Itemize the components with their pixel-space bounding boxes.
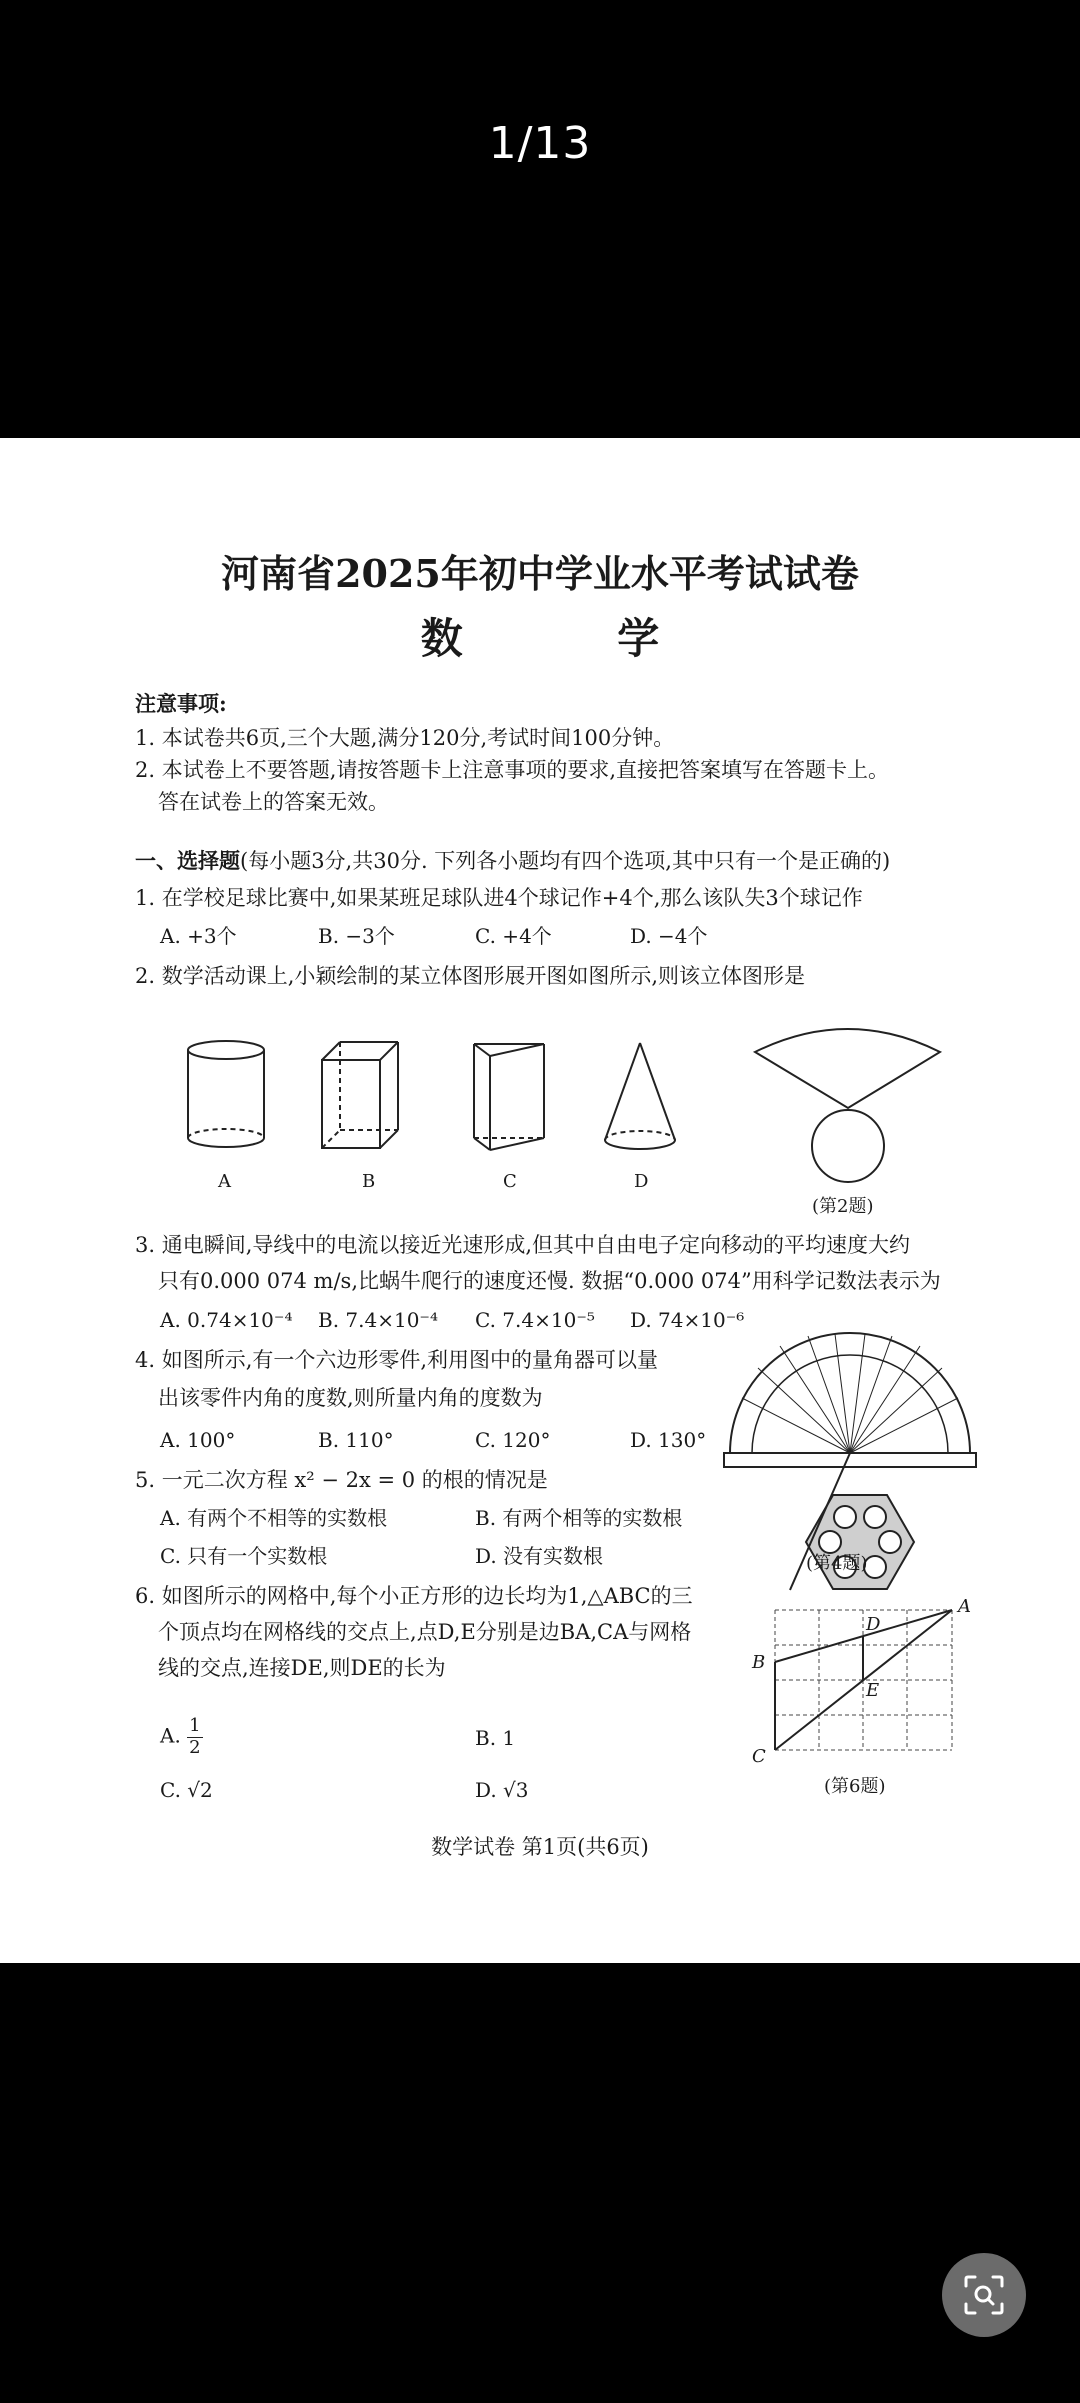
q2-label-b: B xyxy=(362,1171,376,1192)
q2-label-c: C xyxy=(503,1171,517,1192)
q1-stem: 1. 在学校足球比赛中,如果某班足球队进4个球记作+4个,那么该队失3个球记作 xyxy=(135,886,863,910)
q4-option-a: A. 100° xyxy=(160,1428,236,1452)
q4-caption: (第4题) xyxy=(806,1553,868,1574)
q1-option-a: A. +3个 xyxy=(160,924,237,948)
exam-subject: 数 学 xyxy=(420,614,730,663)
q6-point-b: B xyxy=(752,1652,766,1673)
note-2: 2. 本试卷上不要答题,请按答题卡上注意事项的要求,直接把答案填写在答题卡上。 xyxy=(135,758,890,782)
q3-option-b: B. 7.4×10⁻⁴ xyxy=(318,1308,438,1332)
q3-option-a: A. 0.74×10⁻⁴ xyxy=(160,1308,293,1332)
q6-line3: 线的交点,连接DE,则DE的长为 xyxy=(158,1656,446,1680)
q1-option-b: B. −3个 xyxy=(318,924,395,948)
q3-option-d: D. 74×10⁻⁶ xyxy=(630,1308,745,1332)
q6-point-c: C xyxy=(752,1746,766,1767)
q6-grid-figure xyxy=(0,438,1080,1963)
q2-caption: (第2题) xyxy=(812,1196,874,1217)
q5-stem: 5. 一元二次方程 x² − 2x = 0 的根的情况是 xyxy=(135,1468,548,1492)
q4-option-d: D. 130° xyxy=(630,1428,707,1452)
q4-option-c: C. 120° xyxy=(475,1428,551,1452)
note-1: 1. 本试卷共6页,三个大题,满分120分,考试时间100分钟。 xyxy=(135,726,675,750)
exam-title: 河南省2025年初中学业水平考试试卷 xyxy=(221,551,859,596)
q5-option-b: B. 有两个相等的实数根 xyxy=(475,1506,683,1530)
q4-line1: 4. 如图所示,有一个六边形零件,利用图中的量角器可以量 xyxy=(135,1348,659,1372)
exam-page-image xyxy=(0,438,1080,1963)
q6-option-c: C. √2 xyxy=(160,1778,213,1802)
image-search-button[interactable] xyxy=(942,2253,1026,2337)
notes-heading: 注意事项: xyxy=(135,691,227,716)
q5-option-d: D. 没有实数根 xyxy=(475,1544,604,1568)
section1-heading: 一、选择题 xyxy=(135,848,240,873)
q6-point-a: A xyxy=(958,1596,971,1617)
q4-option-b: B. 110° xyxy=(318,1428,394,1452)
page-footer: 数学试卷 第1页(共6页) xyxy=(431,1835,649,1859)
scan-search-icon xyxy=(962,2273,1006,2317)
q6-point-e: E xyxy=(866,1680,880,1701)
q6-caption: (第6题) xyxy=(824,1776,886,1797)
q3-line2: 只有0.000 074 m/s,比蜗牛爬行的速度还慢. 数据“0.000 074”用科学记数法表示为 xyxy=(158,1269,941,1293)
q4-line2: 出该零件内角的度数,则所量内角的度数为 xyxy=(158,1386,543,1410)
q6-point-d: D xyxy=(866,1614,881,1635)
q1-option-c: C. +4个 xyxy=(475,924,552,948)
q6-line2: 个顶点均在网格线的交点上,点D,E分别是边BA,CA与网格 xyxy=(158,1620,692,1644)
q3-option-c: C. 7.4×10⁻⁵ xyxy=(475,1308,595,1332)
q5-option-c: C. 只有一个实数根 xyxy=(160,1544,328,1568)
section1-desc: (每小题3分,共30分. 下列各小题均有四个选项,其中只有一个是正确的) xyxy=(240,849,891,873)
q6-option-a-letter: A. xyxy=(160,1723,181,1748)
page-counter: 1/13 xyxy=(488,118,592,169)
q6-option-d: D. √3 xyxy=(475,1778,529,1802)
q2-label-d: D xyxy=(634,1171,649,1192)
q1-option-d: D. −4个 xyxy=(630,924,708,948)
q3-line1: 3. 通电瞬间,导线中的电流以接近光速形成,但其中自由电子定向移动的平均速度大约 xyxy=(135,1233,911,1257)
q2-stem: 2. 数学活动课上,小颖绘制的某立体图形展开图如图所示,则该立体图形是 xyxy=(135,964,806,988)
q6-option-a-denominator: 2 xyxy=(189,1736,201,1758)
q2-label-a: A xyxy=(218,1171,231,1192)
q6-line1: 6. 如图所示的网格中,每个小正方形的边长均为1,△ABC的三 xyxy=(135,1584,693,1608)
q6-option-a-numerator: 1 xyxy=(189,1715,201,1736)
q6-option-b: B. 1 xyxy=(475,1726,516,1750)
note-2-cont: 答在试卷上的答案无效。 xyxy=(158,790,389,814)
q5-option-a: A. 有两个不相等的实数根 xyxy=(160,1506,388,1530)
